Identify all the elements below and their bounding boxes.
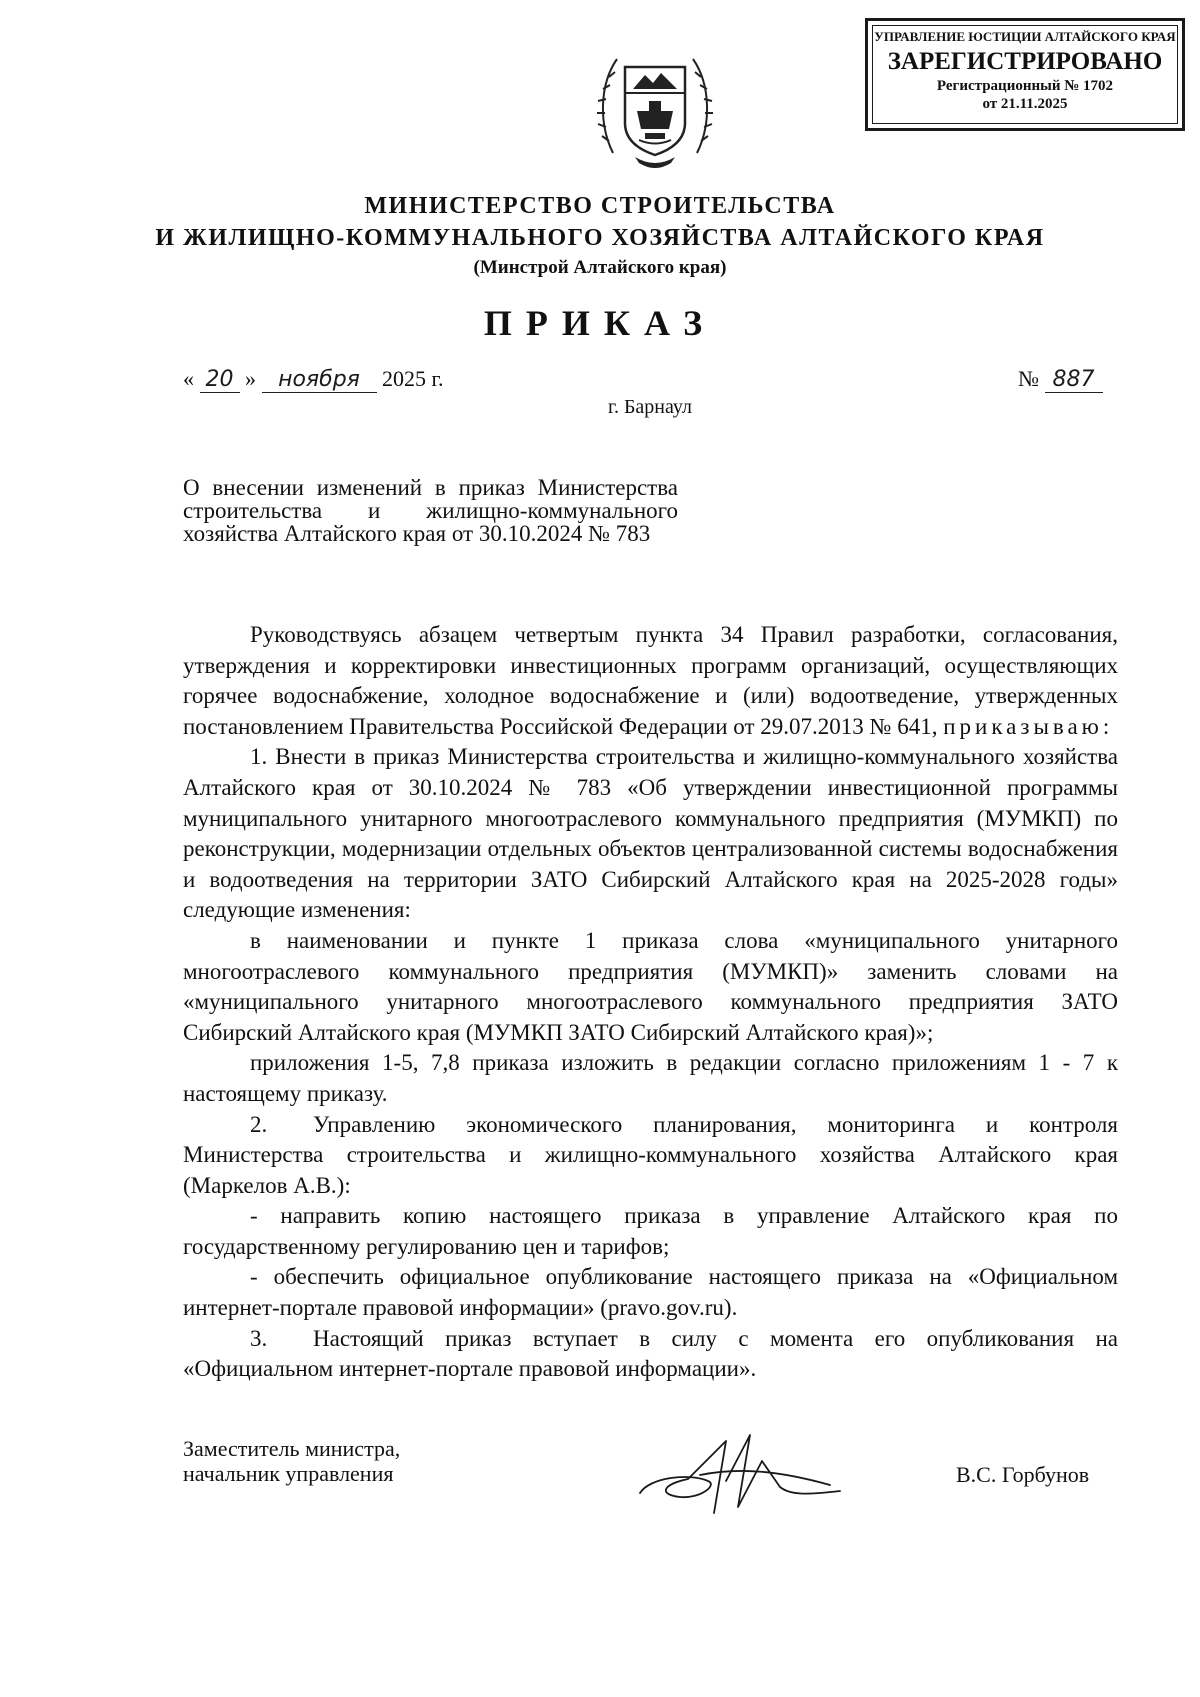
date-close-quote: » [245,366,256,391]
paragraph-2-number: 2. [250,1111,268,1137]
paragraph-3-number: 3. [250,1325,268,1351]
paragraph-1a: в наименовании и пункте 1 приказа слова «муниципального унитарного многоотраслевого коммунального предприятия (МУМКП)» заменить словами на «муниципального унитарного многоотраслевого коммунального предприятия ЗАТО Сибирский Алтайского края (МУМКП ЗАТО Сибирский Алтайского края)»; [183,927,1118,1045]
ministry-name-line2: И ЖИЛИЩНО-КОММУНАЛЬНОГО ХОЗЯЙСТВА АЛТАЙСКОГО КРАЯ [155,225,1045,251]
paragraph-3-text: Настоящий приказ вступает в силу с момента его опубликования на «Официальном интернет-портале правовой информации». [183,1325,1118,1382]
number-sign: № [1018,366,1039,391]
paragraph-1: 1. Внести в приказ Министерства строительства и жилищно-коммунального хозяйства Алтайского края от 30.10.2024 № 783 «Об утверждении инвестиционной программы муниципального унитарного многоотраслевого коммунального предприятия (МУМКП) по реконструкции, модернизации отдельных объектов централизованной системы водоснабжения и водоотведения на территории ЗАТО Сибирский Алтайского края на 2025-2028 годы» следующие изменения: [183,744,1118,923]
signer-position-line2: начальник управления [183,1461,394,1486]
stamp-status: ЗАРЕГИСТРИРОВАНО [887,48,1163,75]
ministry-header [0,190,1200,282]
paragraph-1b: приложения 1-5, 7,8 приказа изложить в редакции согласно приложениям 1 - 7 к настоящему приказу. [183,1050,1118,1106]
date-month-handwritten: ноября [262,367,377,393]
paragraph-2b: - обеспечить официальное опубликование настоящего приказа на «Официальном интернет-портале правовой информации» (pravo.gov.ru). [183,1264,1118,1321]
paragraph-3 [183,1324,1118,1385]
preamble-paragraph [183,620,1118,742]
number-handwritten: 887 [1045,367,1103,393]
registration-stamp-inner-frame [872,25,1178,124]
ministry-short-name: (Минстрой Алтайского края) [473,257,727,278]
date-open-quote: « [183,366,194,391]
date-day-handwritten: 20 [200,367,240,393]
preamble-text: Руководствуясь абзацем четвертым пункта 34 Правил разработки, согласования, утверждения и корректировки инвестиционных программ организаций, осуществляющих горячее водоснабжение, холодное водоснабжение и (или) водоотведение, утвержденных постановлением Правительства Российской Федерации от 29.07.2013 № 641, [183,622,1118,739]
handwritten-signature-icon [630,1415,845,1520]
ministry-name-line1: МИНИСТЕРСТВО СТРОИТЕЛЬСТВА [364,193,836,219]
order-date [183,366,444,393]
signer-name: В.С. Горбунов [956,1462,1090,1487]
date-year: 2025 г. [382,366,444,391]
document-type-title: ПРИКАЗ [483,303,717,343]
stamp-authority: УПРАВЛЕНИЕ ЮСТИЦИИ АЛТАЙСКОГО КРАЯ [874,29,1176,44]
stamp-reg-number: Регистрационный № 1702 [936,78,1114,94]
city-of-issue: г. Барнаул [608,396,692,418]
order-body [183,620,1118,1385]
coat-of-arms-emblem-icon [595,45,715,175]
order-word: приказываю: [943,713,1114,739]
order-number [1018,366,1103,393]
signer-position [183,1436,400,1486]
paragraph-2a: - направить копию настоящего приказа в управление Алтайского края по государственному регулированию цен и тарифов; [183,1203,1118,1259]
registration-stamp [865,18,1185,131]
order-subject: О внесении изменений в приказ Министерства строительства и жилищно-коммунального хозяйства Алтайского края от 30.10.2024 № 783 [183,475,678,546]
signer-position-line1: Заместитель министра, [183,1436,401,1461]
paragraph-2-text: Управлению экономического планирования, мониторинга и контроля Министерства строительства и жилищно-коммунального хозяйства Алтайского края (Маркелов А.В.): [183,1111,1118,1198]
stamp-reg-date: от 21.11.2025 [982,96,1068,112]
paragraph-2 [183,1110,1118,1202]
